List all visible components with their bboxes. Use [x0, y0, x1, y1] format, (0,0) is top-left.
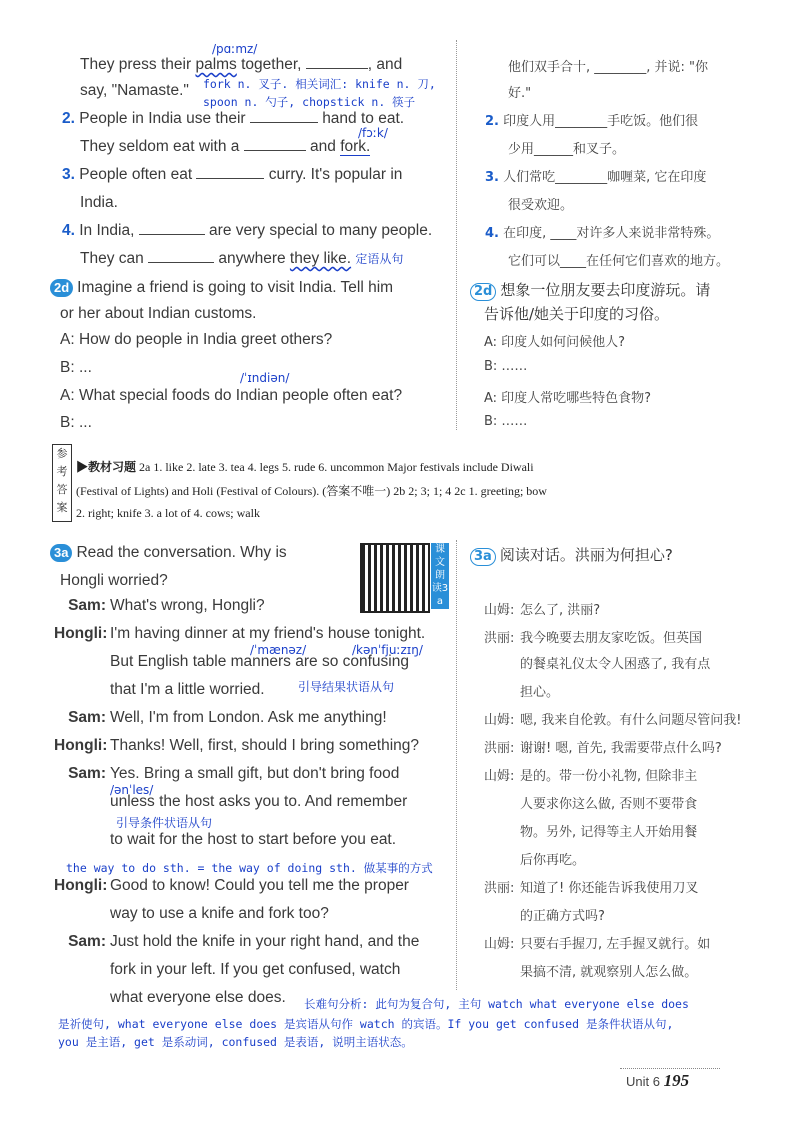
text: are very special to many people. — [209, 222, 433, 239]
section-badge: 3a — [50, 544, 72, 562]
text: People often eat — [79, 166, 193, 183]
zh-dialog-line — [484, 821, 697, 840]
q2-line — [62, 110, 404, 128]
phonetic-manners: /ˈmænəz/ — [250, 643, 307, 657]
zh-q4-line-2: 它们可以____在任何它们喜欢的地方。 — [508, 254, 730, 269]
section-2d-title — [50, 279, 393, 297]
utterance: 知道了! 你还能告诉我使用刀叉 — [520, 881, 699, 896]
answer-label: 参考答案 — [52, 444, 72, 522]
zh-dialog-line — [484, 933, 710, 952]
dialog-line — [54, 681, 265, 699]
section-badge: 2d — [470, 283, 496, 301]
text: 在印度, ____对许多人来说非常特殊。 — [503, 226, 720, 241]
zh-q3 — [485, 166, 706, 185]
utterance: 只要右手握刀, 左手握叉就行。如 — [520, 937, 711, 952]
utterance: Well, I'm from London. Ask me anything! — [110, 709, 387, 726]
zh-q3-line-2: 很受欢迎。 — [508, 198, 574, 213]
note-result-clause: 引导结果状语从句 — [298, 680, 395, 694]
zh-dialog-a1: A: 印度人如何问候他人? — [484, 335, 626, 350]
clause-they-like: they like. — [289, 250, 352, 267]
speaker: 洪丽: — [484, 881, 515, 896]
q3-line — [62, 166, 402, 184]
section-badge: 3a — [470, 548, 496, 566]
note-the-way: the way to do sth. = the way of doing sth. 做某事的方式 — [66, 861, 433, 875]
phonetic-confusing: /kənˈfjuːzɪŋ/ — [352, 643, 423, 657]
q2-line-2 — [80, 138, 370, 156]
zh-dialog-line — [484, 681, 559, 700]
dialog-a1: A: How do people in India greet others? — [60, 331, 333, 348]
line-1 — [80, 56, 402, 74]
text: together, — [241, 56, 302, 73]
note-spoon: spoon n. 勺子, chopstick n. 筷子 — [203, 95, 416, 109]
dialog-line — [54, 737, 419, 755]
zh-dialog-line — [484, 961, 697, 980]
analysis-2: 是祈使句, what everyone else does 是宾语从句作 watch 的宾语。If you get confused 是条件状语从句, — [58, 1017, 674, 1031]
q4-line — [62, 222, 432, 240]
phonetic-indian: /ˈɪndiən/ — [240, 371, 290, 385]
utterance: way to use a knife and fork too? — [110, 905, 329, 922]
text: In India, — [79, 222, 135, 239]
speaker: Sam: — [68, 933, 106, 950]
column-divider-lower — [456, 540, 457, 990]
speaker: 山姆: — [484, 769, 515, 784]
zh-line-1: 他们双手合十, ________, 并说: "你 — [508, 60, 709, 75]
zh-dialog-line — [484, 765, 697, 784]
utterance: that I'm a little worried. — [110, 681, 265, 698]
answers-line-2: (Festival of Lights) and Holi (Festival of Colours). (答案不唯一) 2b 2; 3; 1; 4 2c 1. greeting; bow — [76, 484, 547, 498]
speaker: Hongli: — [54, 737, 108, 754]
dialog-line — [54, 989, 286, 1007]
section-2d-title-2: or her about Indian customs. — [60, 305, 257, 322]
footer — [626, 1071, 689, 1091]
dialog-b1: B: ... — [60, 359, 92, 376]
utterance: 后你再吃。 — [520, 853, 586, 868]
utterance: Thanks! Well, first, should I bring something? — [110, 737, 419, 754]
speaker: Sam: — [68, 709, 106, 726]
speaker: 山姆: — [484, 713, 515, 728]
answer-blank — [244, 150, 306, 151]
section-2d-zh-title — [470, 279, 710, 301]
qr-code-icon[interactable] — [360, 543, 430, 613]
q-number: 3. — [485, 170, 499, 185]
qr-tag: 课文朗读3a — [431, 544, 449, 607]
zh-dialog-line — [484, 877, 698, 896]
word-fork: fork. — [340, 138, 371, 155]
utterance: fork in your left. If you get confused, watch — [110, 961, 401, 978]
dialog-line — [54, 933, 419, 951]
dialog-line — [54, 877, 409, 895]
speaker: 山姆: — [484, 603, 515, 618]
zh-dialog-b1: B: …… — [484, 359, 528, 374]
answer-blank — [306, 68, 368, 69]
text: Read the conversation. Why is — [76, 544, 287, 561]
utterance: But English table manners are so confusing — [110, 653, 409, 670]
line-2: say, "Namaste." — [80, 82, 189, 99]
utterance: I'm having dinner at my friend's house tonight. — [110, 625, 426, 642]
text: hand to eat. — [322, 110, 405, 127]
zh-q2 — [485, 110, 698, 129]
utterance: Yes. Bring a small gift, but don't bring food — [110, 765, 400, 782]
dialog-line — [54, 765, 399, 783]
text: , and — [367, 56, 403, 73]
speaker: Hongli: — [54, 877, 108, 894]
note-conditional-clause: 引导条件状语从句 — [116, 816, 213, 830]
text: 阅读对话。洪丽为何担心? — [499, 546, 673, 564]
utterance: Just hold the knife in your right hand, and the — [110, 933, 420, 950]
dialog-line — [54, 709, 387, 727]
q3-line-2: India. — [80, 194, 118, 211]
dialog-line — [54, 905, 329, 923]
phonetic-fork: /fɔːk/ — [358, 126, 388, 140]
utterance: 怎么了, 洪丽? — [520, 603, 601, 618]
answer-blank — [139, 234, 205, 235]
q4-line-2 — [80, 250, 403, 268]
dialog-a2: A: What special foods do Indian people often eat? — [60, 387, 403, 404]
speaker: 洪丽: — [484, 631, 515, 646]
note-fork: fork n. 叉子. 相关词汇: knife n. 刀, — [203, 77, 436, 91]
word-palms: palms — [195, 56, 237, 73]
zh-dialog-line — [484, 849, 585, 868]
speaker: Sam: — [68, 765, 106, 782]
dialog-line — [54, 961, 400, 979]
text: 人们常吃________咖喱菜, 它在印度 — [503, 170, 707, 185]
zh-dialog-a2: A: 印度人常吃哪些特色食物? — [484, 391, 652, 406]
note-attributive: 定语从句 — [355, 252, 404, 266]
phonetic-palms: /pɑːmz/ — [212, 42, 258, 56]
utterance: 的餐桌礼仪太令人困惑了, 我有点 — [520, 657, 711, 672]
zh-dialog-line — [484, 627, 702, 646]
utterance: 我今晚要去朋友家吃饭。但英国 — [520, 631, 703, 646]
dialog-b2: B: ... — [60, 414, 92, 431]
analysis-1: 长难句分析: 此句为复合句, 主句 watch what everyone else does — [304, 997, 689, 1011]
text: People in India use their — [79, 110, 246, 127]
utterance: 物。另外, 记得等主人开始用餐 — [520, 825, 698, 840]
section-3a-title — [50, 544, 287, 562]
section-2d-zh-title-2: 告诉他/她关于印度的习俗。 — [484, 305, 670, 323]
dialog-line — [54, 625, 425, 643]
zh-line-2: 好." — [508, 86, 532, 101]
speaker: Sam: — [68, 597, 106, 614]
q-number: 2. — [485, 114, 499, 129]
text: 印度人用________手吃饭。他们很 — [503, 114, 699, 129]
page-number: 195 — [663, 1071, 690, 1090]
analysis-3: you 是主语, get 是系动词, confused 是表语, 说明主语状态。 — [58, 1035, 413, 1049]
zh-dialog-b2: B: …… — [484, 414, 528, 429]
utterance: 人要求你这么做, 否则不要带食 — [520, 797, 698, 812]
speaker: 洪丽: — [484, 741, 515, 756]
text: anywhere — [218, 250, 286, 267]
q-number: 4. — [485, 226, 499, 241]
utterance: 的正确方式吗? — [520, 909, 605, 924]
q-number: 3. — [62, 166, 75, 183]
zh-dialog-line — [484, 709, 741, 728]
zh-dialog-line — [484, 737, 722, 756]
zh-q4 — [485, 222, 719, 241]
zh-dialog-line — [484, 653, 710, 672]
answer-blank — [250, 122, 318, 123]
footer-rule — [620, 1068, 720, 1069]
text: and — [310, 138, 336, 155]
answers-head: ▶教材习题 — [76, 460, 137, 474]
q-number: 2. — [62, 110, 75, 127]
q-number: 4. — [62, 222, 75, 239]
utterance: 担心。 — [520, 685, 560, 700]
utterance: to wait for the host to start before you eat. — [110, 831, 397, 848]
answers-line-1 — [76, 458, 534, 475]
column-divider — [456, 40, 457, 430]
utterance: What's wrong, Hongli? — [110, 597, 265, 614]
zh-dialog-line — [484, 793, 697, 812]
utterance: 嗯, 我来自伦敦。有什么问题尽管问我! — [520, 713, 742, 728]
utterance: 果搞不清, 就观察别人怎么做。 — [520, 965, 698, 980]
text: Imagine a friend is going to visit India. Tell him — [77, 279, 394, 296]
utterance: 是的。带一份小礼物, 但除非主 — [520, 769, 698, 784]
zh-dialog-line — [484, 599, 600, 618]
phonetic-unless: /ənˈles/ — [110, 783, 154, 797]
zh-dialog-line — [484, 905, 605, 924]
utterance: unless the host asks you to. And remember — [110, 793, 408, 810]
text: curry. It's popular in — [268, 166, 403, 183]
section-badge: 2d — [50, 279, 73, 297]
dialog-line — [54, 597, 265, 615]
utterance: 谢谢! 嗯, 首先, 我需要带点什么吗? — [520, 741, 722, 756]
speaker: Hongli: — [54, 625, 108, 642]
text: 想象一位朋友要去印度游玩。请 — [500, 281, 711, 299]
answer-blank — [148, 262, 214, 263]
text: They can — [80, 250, 144, 267]
section-3a-title-2: Hongli worried? — [60, 572, 168, 589]
answer-blank — [196, 178, 264, 179]
dialog-line — [54, 831, 396, 849]
text: They seldom eat with a — [80, 138, 240, 155]
utterance: Good to know! Could you tell me the proper — [110, 877, 409, 894]
unit-label: Unit 6 — [626, 1074, 660, 1089]
utterance: what everyone else does. — [110, 989, 286, 1006]
dialog-line — [54, 793, 407, 811]
answers-line-3: 2. right; knife 3. a lot of 4. cows; walk — [76, 506, 260, 520]
text: 2a 1. like 2. late 3. tea 4. legs 5. rude 6. uncommon Major festivals include Diwali — [139, 460, 534, 474]
section-3a-zh-title — [470, 544, 673, 566]
text: They press their — [80, 56, 192, 73]
speaker: 山姆: — [484, 937, 515, 952]
zh-q2-line-2: 少用______和叉子。 — [508, 142, 626, 157]
